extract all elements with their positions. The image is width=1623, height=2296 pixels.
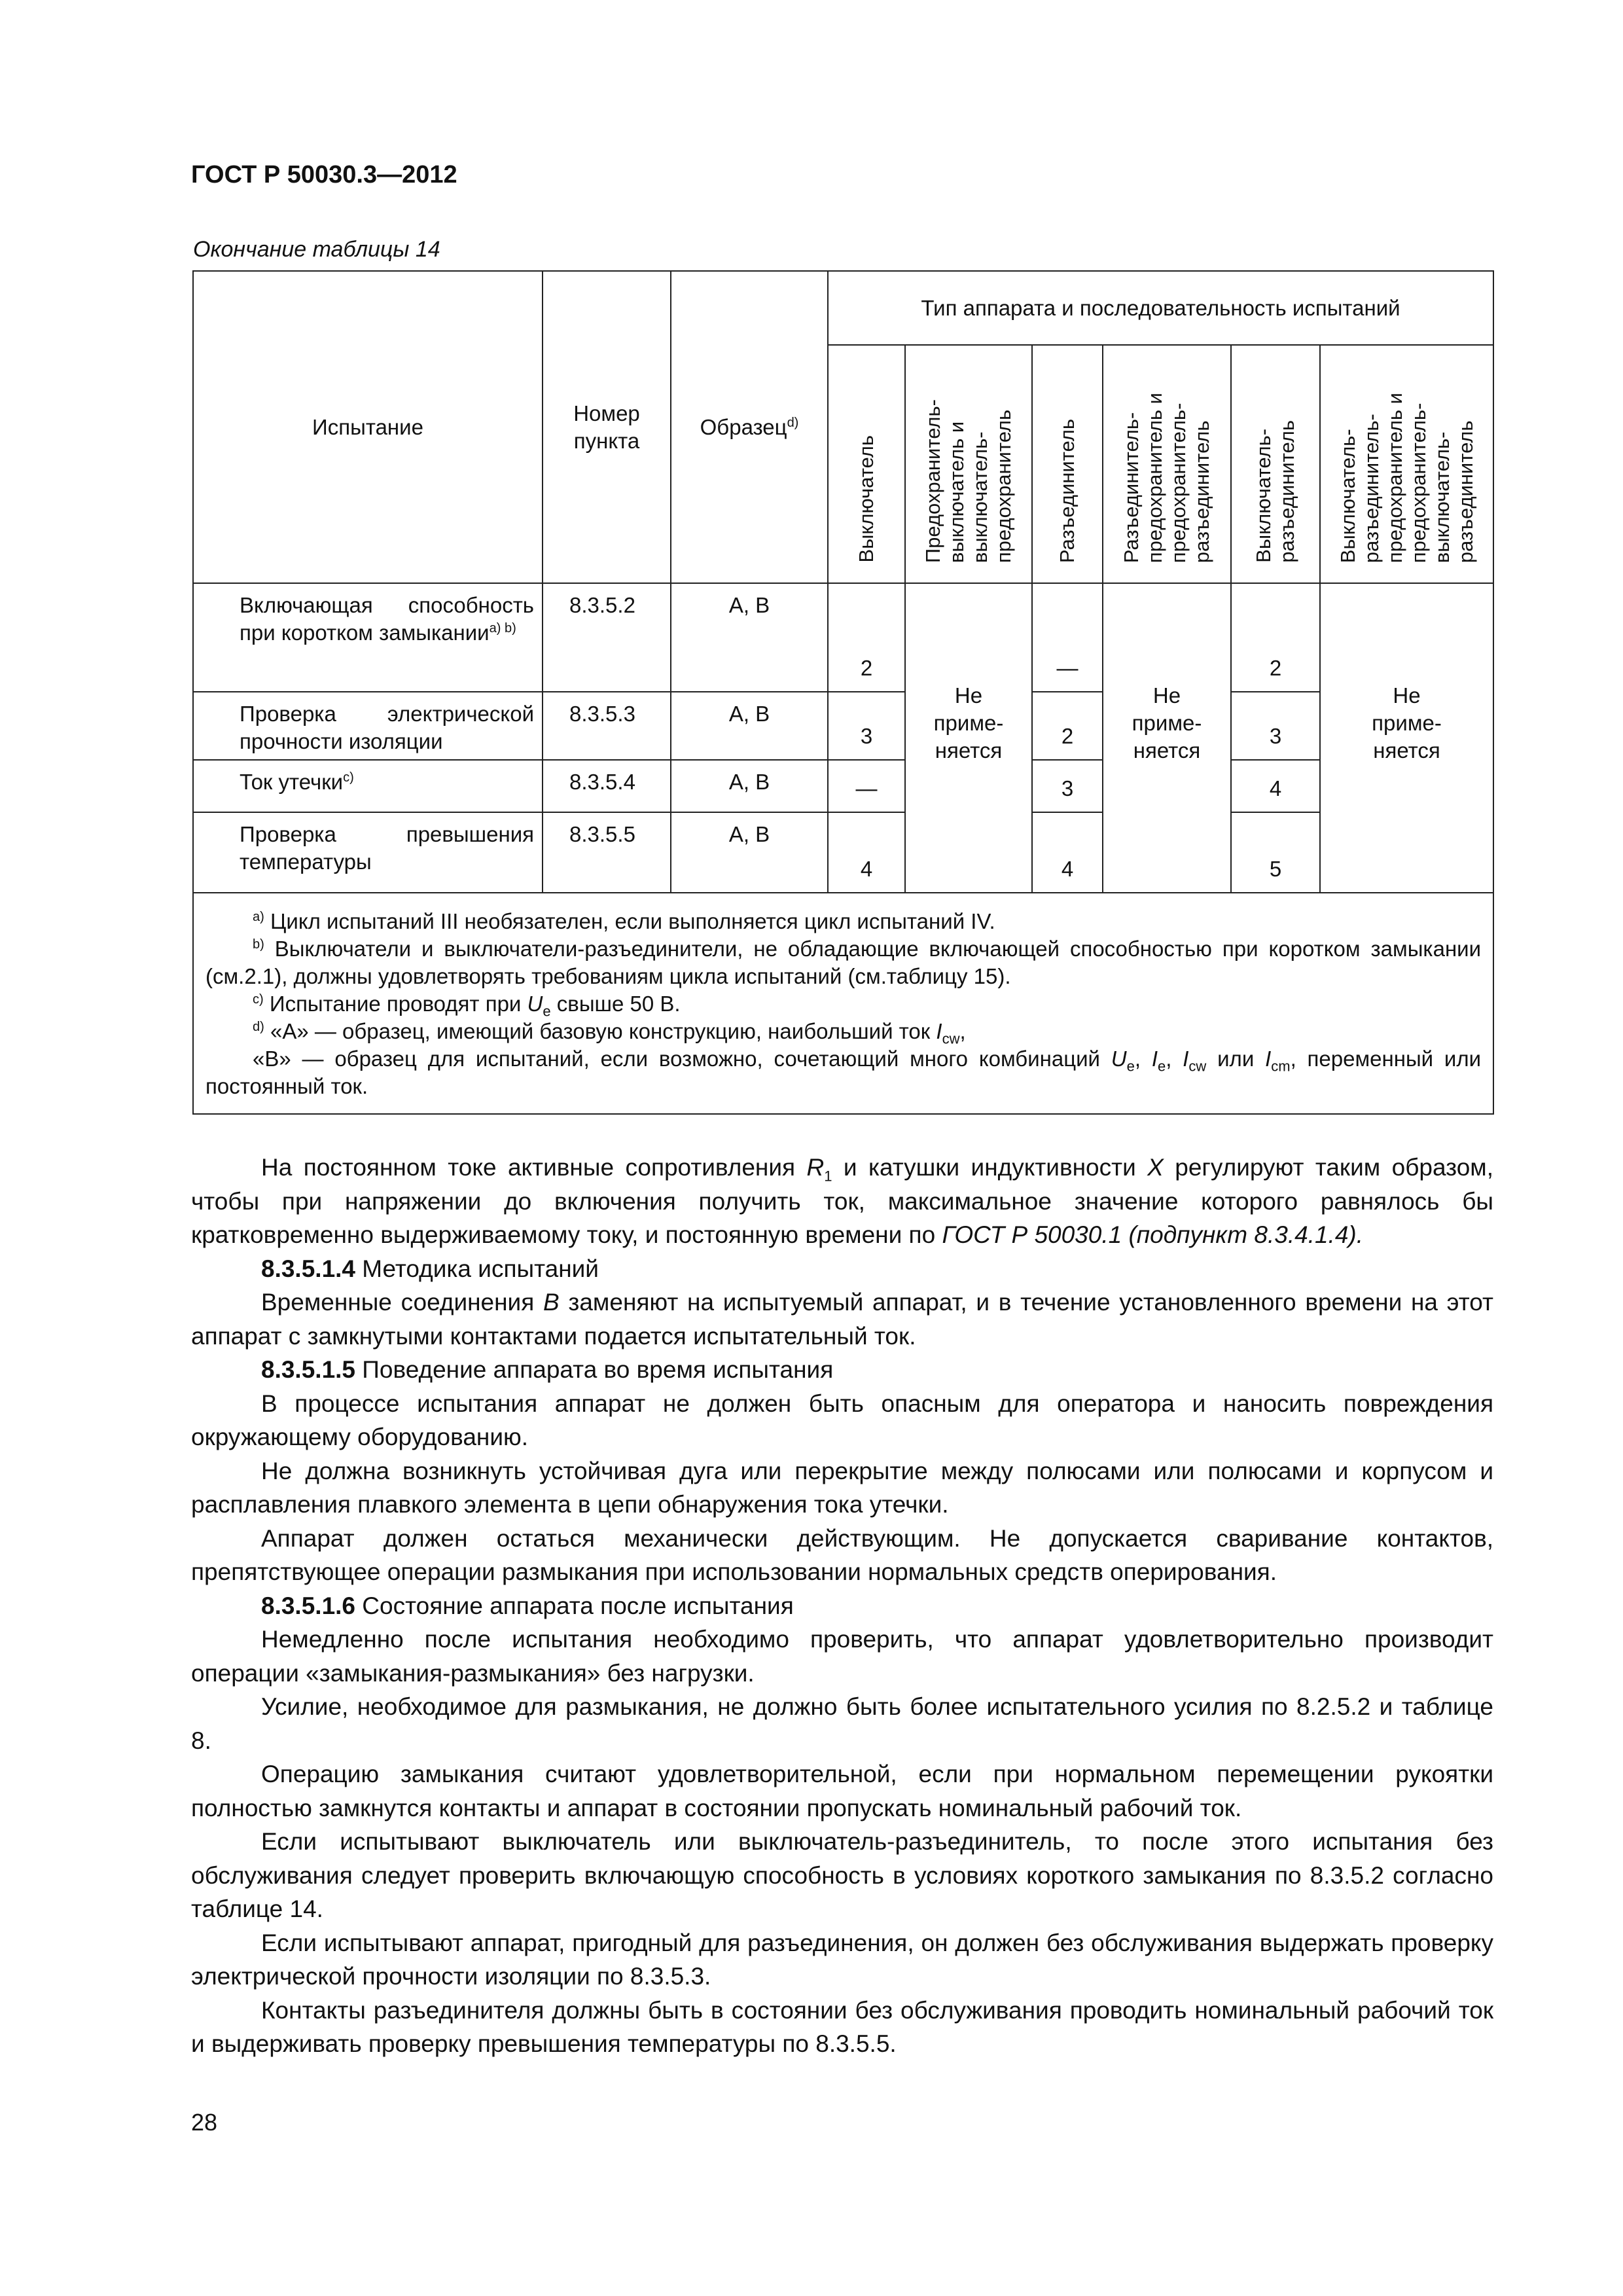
- paragraph: Не должна возникнуть устойчивая дуга или перекрытие между полюсами или полюсами и корпусом и расплавления плавкого элемента в цепи обнаружения тока утечки.: [191, 1457, 1493, 1518]
- not-applicable-cell: Не приме- няется: [905, 583, 1032, 893]
- type-4: Разъединитель- предохранитель и предохранитель- разъединитель: [1120, 392, 1213, 563]
- paragraph: Если испытывают аппарат, пригодный для разъединения, он должен без обслуживания выдержать проверку электрической прочности изоляции по 8.3.5.3.: [191, 1929, 1493, 1990]
- paragraph: Немедленно после испытания необходимо проверить, что аппарат удовлетворительно производит операции «замыкания-размыкания» без нагрузки.: [191, 1626, 1493, 1687]
- type-2: Предохранитель- выключатель и выключатель- предохранитель: [921, 399, 1015, 563]
- header-clause: Номер пункта: [543, 271, 671, 583]
- table-row: Ток утечки$^{c)}$ 8.3.5.4 A, B — 3 4: [193, 760, 1493, 812]
- type-5: Выключатель- разъединитель: [1252, 420, 1298, 563]
- paragraph: Если испытывают выключатель или выключатель-разъединитель, то после этого испытания без обслуживания следует проверить включающую способность в условиях короткого замыкания по 8.3.5.2 согласно таблице 14.: [191, 1828, 1493, 1922]
- type-3: Разъединитель: [1056, 418, 1079, 563]
- paragraph: Аппарат должен остаться механически действующим. Не допускается сваривание контактов, препятствующее операции размыкания при использовании нормальных средств оперирования.: [191, 1524, 1493, 1585]
- header-test: Испытание: [193, 271, 543, 583]
- footnote-d-cont: «В» — образец для испытаний, если возможно, сочетающий много комбинаций $U_e$, $I_e$, $I_{cw}$ или $I_{cm}$, переменный или постоянный ток.: [205, 1047, 1482, 1098]
- type-1: Выключатель: [855, 435, 878, 563]
- paragraph: Временные соединения B заменяют на испытуемый аппарат, и в течение установленного времени на этот аппарат с замкнутыми контактами подается испытательный ток.: [191, 1289, 1493, 1350]
- table-caption: Окончание таблицы 14: [193, 237, 440, 262]
- not-applicable-cell: Не приме- няется: [1320, 583, 1493, 893]
- document-title: ГОСТ Р 50030.3—2012: [191, 161, 457, 188]
- paragraph: Контакты разъединителя должны быть в состоянии без обслуживания проводить номинальный рабочий ток и выдерживать проверку превышения температуры по 8.3.5.5.: [191, 1996, 1493, 2057]
- table-14: [192, 270, 1493, 1115]
- section-heading: 8.3.5.1.4 Методика испытаний: [261, 1255, 599, 1282]
- footnote-d: $^{d)}$ «А» — образец, имеющий базовую конструкцию, наибольший ток $I_{cw}$,: [253, 1019, 966, 1047]
- paragraph: На постоянном токе активные сопротивления $R_1$ и катушки индуктивности X регулируют таким образом, чтобы при напряжении до включения получить ток, максимальное значение которого равнялось бы кратковременно выдерживаемому току, и постоянную времени по ГОСТ Р 50030.1 (подпункт 8.3.4.1.4).: [191, 1154, 1493, 1248]
- paragraph: Операцию замыкания считают удовлетворительной, если при нормальном перемещении рукоятки полностью замкнутся контакты и аппарат в состоянии пропускать номинальный рабочий ток.: [191, 1761, 1493, 1821]
- footnote-a: $^{a)}$ Цикл испытаний III необязателен, если выполняется цикл испытаний IV.: [253, 909, 995, 933]
- table-footnotes: [193, 893, 1493, 1114]
- body-text: [191, 1151, 1493, 2061]
- section-heading: 8.3.5.1.6 Состояние аппарата после испытания: [261, 1592, 794, 1619]
- table-row: Включающая способность при коротком замыкании$^{a) b)}$ 8.3.5.2 A, B 2 Не приме- няется — Не приме- няется 2 Не приме- няется: [193, 583, 1493, 692]
- footnote-b: $^{b)}$ Выключатели и выключатели-разъединители, не обладающие включающей способностью при коротком замыкании (см.2.1), должны удовлетворять требованиям цикла испытаний (см.таблицу 15).: [205, 937, 1482, 988]
- footnote-c: $^{c)}$ Испытание проводят при $U_e$ свыше 50 В.: [253, 992, 681, 1020]
- not-applicable-cell: Не приме- няется: [1103, 583, 1231, 893]
- header-device-type-group: Тип аппарата и последовательность испытаний: [828, 271, 1493, 345]
- table-row: Проверка превышения температуры 8.3.5.5 A, B 4 4 5: [193, 812, 1493, 893]
- table-row: Проверка электрической прочности изоляции 8.3.5.3 A, B 3 2 3: [193, 692, 1493, 760]
- type-6: Выключатель- разъединитель- предохранитель и предохранитель- выключатель- разъединитель: [1336, 392, 1477, 563]
- header-sample: Образец$^{d)}$: [671, 271, 828, 583]
- page-number: 28: [191, 2109, 218, 2136]
- section-heading: 8.3.5.1.5 Поведение аппарата во время испытания: [261, 1356, 834, 1383]
- paragraph: В процессе испытания аппарат не должен быть опасным для оператора и наносить повреждения окружающему оборудованию.: [191, 1390, 1493, 1450]
- paragraph: Усилие, необходимое для размыкания, не должно быть более испытательного усилия по 8.2.5.2 и таблице 8.: [191, 1693, 1493, 1754]
